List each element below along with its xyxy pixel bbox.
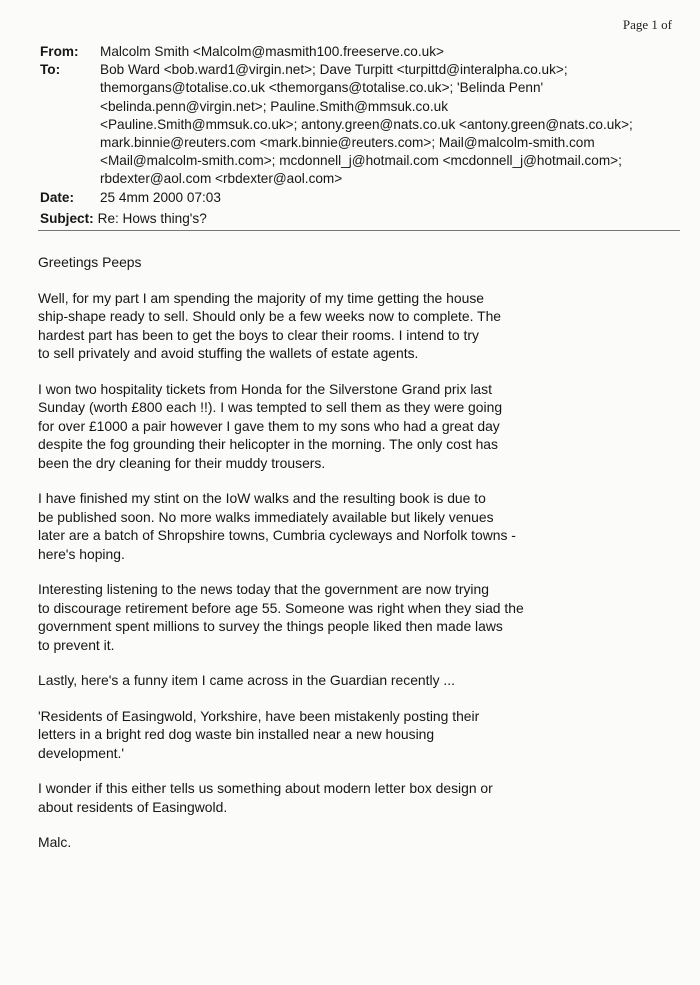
- body-line: 'Residents of Easingwold, Yorkshire, have been mistakenly posting their: [38, 707, 480, 724]
- paragraph-house: [38, 289, 678, 363]
- paragraph-quote: [38, 707, 678, 763]
- email-body: [38, 253, 678, 869]
- page-number: Page 1 of: [622, 17, 672, 32]
- body-line: about residents of Easingwold.: [38, 798, 228, 815]
- body-line: hardest part has been to get the boys to clear their rooms. I intend to try: [38, 326, 479, 343]
- to-line: <Mail@malcolm-smith.com>; mcdonnell_j@hotmail.com <mcdonnell_j@hotmail.com>;: [100, 153, 622, 169]
- body-line: Well, for my part I am spending the majority of my time getting the house: [38, 289, 484, 306]
- header-divider: [38, 230, 680, 231]
- to-line: <Pauline.Smith@mmsuk.co.uk>; antony.green@nats.co.uk <antony.green@nats.co.uk>;: [100, 116, 633, 132]
- to-label: To:: [40, 62, 61, 78]
- body-line: to sell privately and avoid stuffing the wallets of estate agents.: [38, 345, 419, 361]
- body-line: I won two hospitality tickets from Honda for the Silverstone Grand prix last: [38, 380, 492, 397]
- body-line: I have finished my stint on the IoW walks and the resulting book is due to: [38, 490, 486, 506]
- paragraph-walks: [38, 489, 678, 563]
- from-row: [40, 43, 680, 61]
- body-line: I wonder if this either tells us something about modern letter box design or: [38, 780, 493, 796]
- body-line: Interesting listening to the news today that the government are now trying: [38, 581, 489, 597]
- to-line: rbdexter@aol.com <rbdexter@aol.com>: [100, 171, 343, 187]
- body-line: here's hoping.: [38, 545, 125, 562]
- body-line: later are a batch of Shropshire towns, Cumbria cycleways and Norfolk towns -: [38, 527, 516, 543]
- to-recipients: [100, 61, 680, 188]
- body-line: to discourage retirement before age 55. Someone was right when they siad the: [38, 599, 524, 616]
- body-line: Lastly, here's a funny item I came across in the Guardian recently ...: [38, 672, 455, 688]
- body-line: be published soon. No more walks immediately available but likely venues: [38, 508, 494, 525]
- body-line: been the dry cleaning for their muddy trousers.: [38, 454, 326, 471]
- paragraph-wonder: [38, 779, 678, 816]
- body-line: to prevent it.: [38, 636, 115, 653]
- subject-value: Re: Hows thing's?: [97, 210, 207, 226]
- from-label: From:: [40, 44, 79, 59]
- body-line: despite the fog grounding their helicopter in the morning. The only cost has: [38, 436, 498, 452]
- to-line: Bob Ward <bob.ward1@virgin.net>; Dave Turpitt <turpittd@interalpha.co.uk>;: [100, 62, 568, 78]
- date-row: [40, 189, 680, 207]
- to-line: mark.binnie@reuters.com <mark.binnie@reuters.com>; Mail@malcolm-smith.com: [100, 135, 595, 151]
- signoff: Malc.: [38, 834, 72, 850]
- body-line: letters in a bright red dog waste bin installed near a new housing: [38, 726, 435, 742]
- body-line: government spent millions to survey the things people liked then made laws: [38, 618, 503, 634]
- subject-row: [40, 210, 680, 228]
- paragraph-guardian: [38, 671, 678, 690]
- to-row: [40, 61, 680, 188]
- paragraph-grand-prix: [38, 380, 678, 473]
- body-line: ship-shape ready to sell. Should only be a few weeks now to complete. The: [38, 308, 502, 324]
- body-line: development.': [38, 744, 125, 761]
- paragraph-retirement: [38, 580, 678, 654]
- body-line: for over £1000 a pair however I gave them to my sons who had a great day: [38, 417, 500, 434]
- email-header: [40, 43, 680, 228]
- date-value: 25 4mm 2000 07:03: [100, 189, 221, 205]
- greeting: Greetings Peeps: [38, 254, 142, 270]
- subject-label: Subject:: [40, 210, 94, 226]
- from-value: Malcolm Smith <Malcolm@masmith100.freeserve.co.uk>: [100, 44, 444, 59]
- to-line: themorgans@totalise.co.uk <themorgans@totalise.co.uk>; 'Belinda Penn': [100, 80, 544, 96]
- to-line: <belinda.penn@virgin.net>; Pauline.Smith@mmsuk.co.uk: [100, 98, 448, 114]
- body-line: Sunday (worth £800 each !!). I was tempted to sell them as they were going: [38, 399, 503, 415]
- date-label: Date:: [40, 189, 74, 205]
